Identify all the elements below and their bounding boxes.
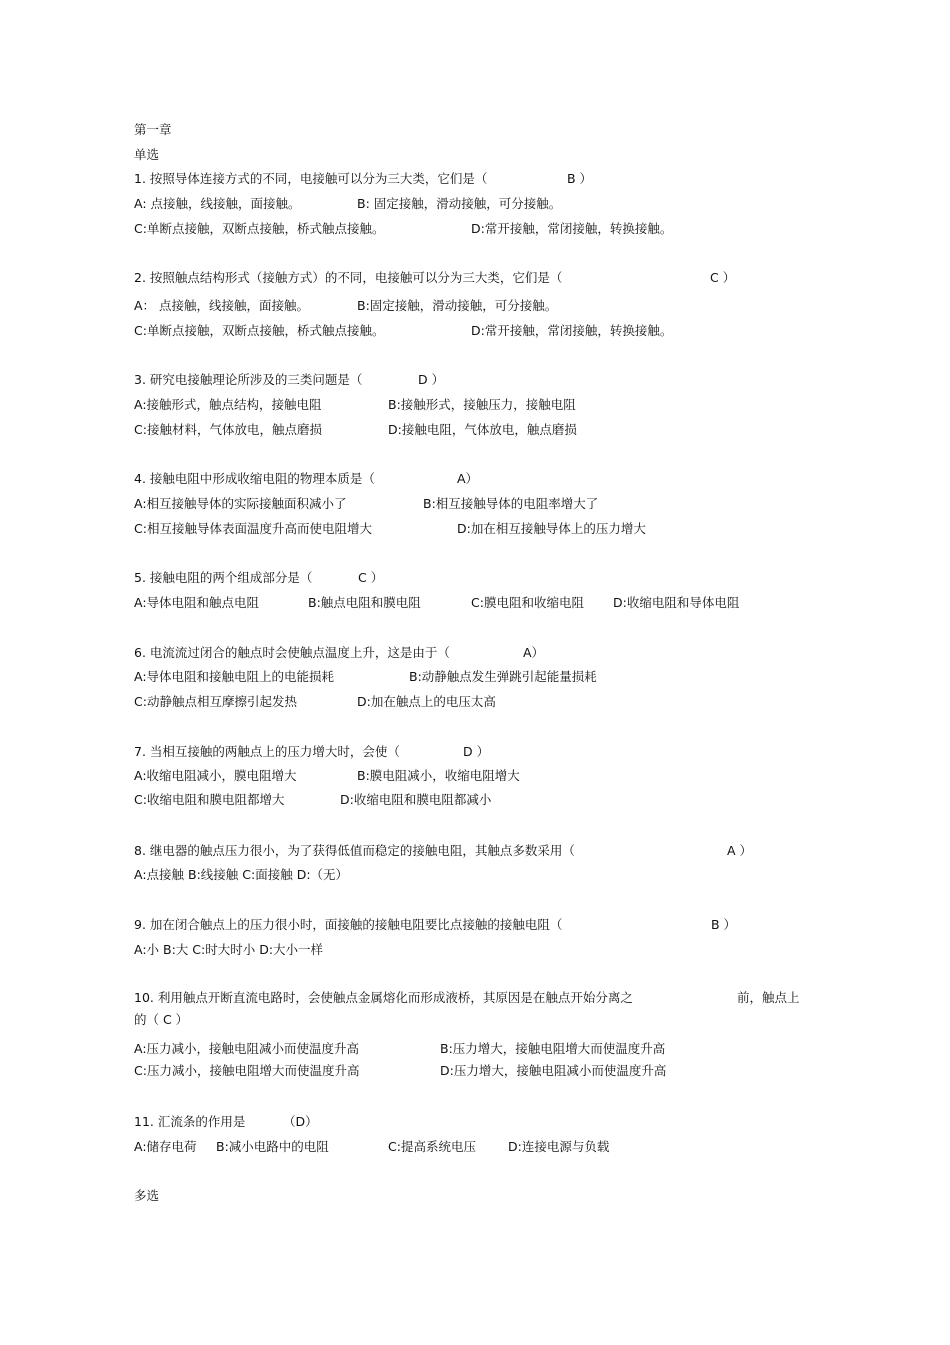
q11-option-c: C:提高系统电压 [388,1139,476,1154]
q10-option-b: B:压力增大，接触电阻增大而使温度升高 [440,1041,666,1056]
q3-option-d: D:接触电阻，气体放电，触点磨损 [388,422,577,437]
q6-option-b: B:动静触点发生弹跳引起能量损耗 [409,669,597,684]
q4-stem: 4. 接触电阻中形成收缩电阻的物理本质是（ [134,471,375,486]
q3-option-a: A:接触形式，触点结构，接触电阻 [134,397,322,412]
q9-answer: B ） [711,917,737,932]
q1-option-b: B: 固定接触，滑动接触，可分接触。 [357,196,562,211]
q10-option-c: C:压力减小，接触电阻增大而使温度升高 [134,1063,360,1078]
q2-option-b: B:固定接触，滑动接触，可分接触。 [357,298,558,313]
q5-option-c: C:膜电阻和收缩电阻 [471,595,584,610]
q11-option-b: B:减小电路中的电阻 [216,1139,329,1154]
q5-stem: 5. 接触电阻的两个组成部分是（ [134,570,313,585]
q11-answer: （D） [283,1114,318,1129]
q2-option-d: D:常开接触，常闭接触，转换接触。 [471,323,673,338]
q9-stem: 9. 加在闭合触点上的压力很小时，面接触的接触电阻要比点接触的接触电阻（ [134,917,563,932]
q8-answer: A ） [727,843,753,858]
q2-option-c: C:单断点接触，双断点接触，桥式触点接触。 [134,323,385,338]
q4-answer: A） [457,471,479,486]
q10-stem-line2: 的（ C ） [134,1012,189,1027]
q7-option-a: A:收缩电阻减小，膜电阻增大 [134,768,297,783]
section-multiple-choice: 多选 [134,1188,160,1203]
q11-stem: 11. 汇流条的作用是 [134,1114,246,1129]
q5-option-a: A:导体电阻和触点电阻 [134,595,260,610]
q10-option-d: D:压力增大，接触电阻减小而使温度升高 [440,1063,667,1078]
q6-option-d: D:加在触点上的电压太高 [357,694,496,709]
q7-option-d: D:收缩电阻和膜电阻都减小 [340,792,492,807]
q7-stem: 7. 当相互接触的两触点上的压力增大时，会使（ [134,744,400,759]
q1-answer: B ） [567,171,593,186]
q10-option-a: A:压力减小，接触电阻减小而使温度升高 [134,1041,360,1056]
q7-option-b: B:膜电阻减小，收缩电阻增大 [357,768,520,783]
q3-stem: 3. 研究电接触理论所涉及的三类问题是（ [134,372,363,387]
q5-option-b: B:触点电阻和膜电阻 [308,595,421,610]
q1-option-c: C:单断点接触，双断点接触，桥式触点接触。 [134,221,385,236]
chapter-heading: 第一章 [134,122,172,137]
section-single-choice: 单选 [134,147,160,162]
q4-option-b: B:相互接触导体的电阻率增大了 [423,496,599,511]
q5-option-d: D:收缩电阻和导体电阻 [613,595,740,610]
q2-answer: C ） [710,270,736,285]
q3-option-c: C:接触材料，气体放电，触点磨损 [134,422,322,437]
q6-option-a: A:导体电阻和接触电阻上的电能损耗 [134,669,335,684]
q3-answer: D ） [418,372,445,387]
q6-option-c: C:动静触点相互摩擦引起发热 [134,694,297,709]
q11-option-a: A:储存电荷 [134,1139,197,1154]
q7-option-c: C:收缩电阻和膜电阻都增大 [134,792,285,807]
q8-options: A:点接触 B:线接触 C:面接触 D:（无） [134,867,349,882]
q9-options: A:小 B:大 C:时大时小 D:大小一样 [134,942,324,957]
q3-option-b: B:接触形式，接触压力，接触电阻 [388,397,576,412]
q5-answer: C ） [358,570,384,585]
q7-answer: D ） [463,744,490,759]
q10-stem: 10. 利用触点开断直流电路时，会使触点金属熔化而形成液桥，其原因是在触点开始分离之 [134,990,633,1005]
q1-option-a: A: 点接触，线接触，面接触。 [134,196,301,211]
q2-option-a: A： 点接触，线接触，面接触。 [134,298,310,313]
q1-option-d: D:常开接触，常闭接触，转换接触。 [471,221,673,236]
q6-answer: A） [523,645,545,660]
q6-stem: 6. 电流流过闭合的触点时会使触点温度上升，这是由于（ [134,645,450,660]
q8-stem: 8. 继电器的触点压力很小，为了获得低值而稳定的接触电阻，其触点多数采用（ [134,843,575,858]
q4-option-a: A:相互接触导体的实际接触面积减小了 [134,496,347,511]
q4-option-d: D:加在相互接触导体上的压力增大 [457,521,646,536]
q2-stem: 2. 按照触点结构形式（接触方式）的不同，电接触可以分为三大类，它们是（ [134,270,563,285]
q4-option-c: C:相互接触导体表面温度升高而使电阻增大 [134,521,372,536]
q1-stem: 1. 按照导体连接方式的不同，电接触可以分为三大类，它们是（ [134,171,488,186]
q11-option-d: D:连接电源与负载 [508,1139,610,1154]
q10-stem-end: 前，触点上 [737,990,800,1005]
